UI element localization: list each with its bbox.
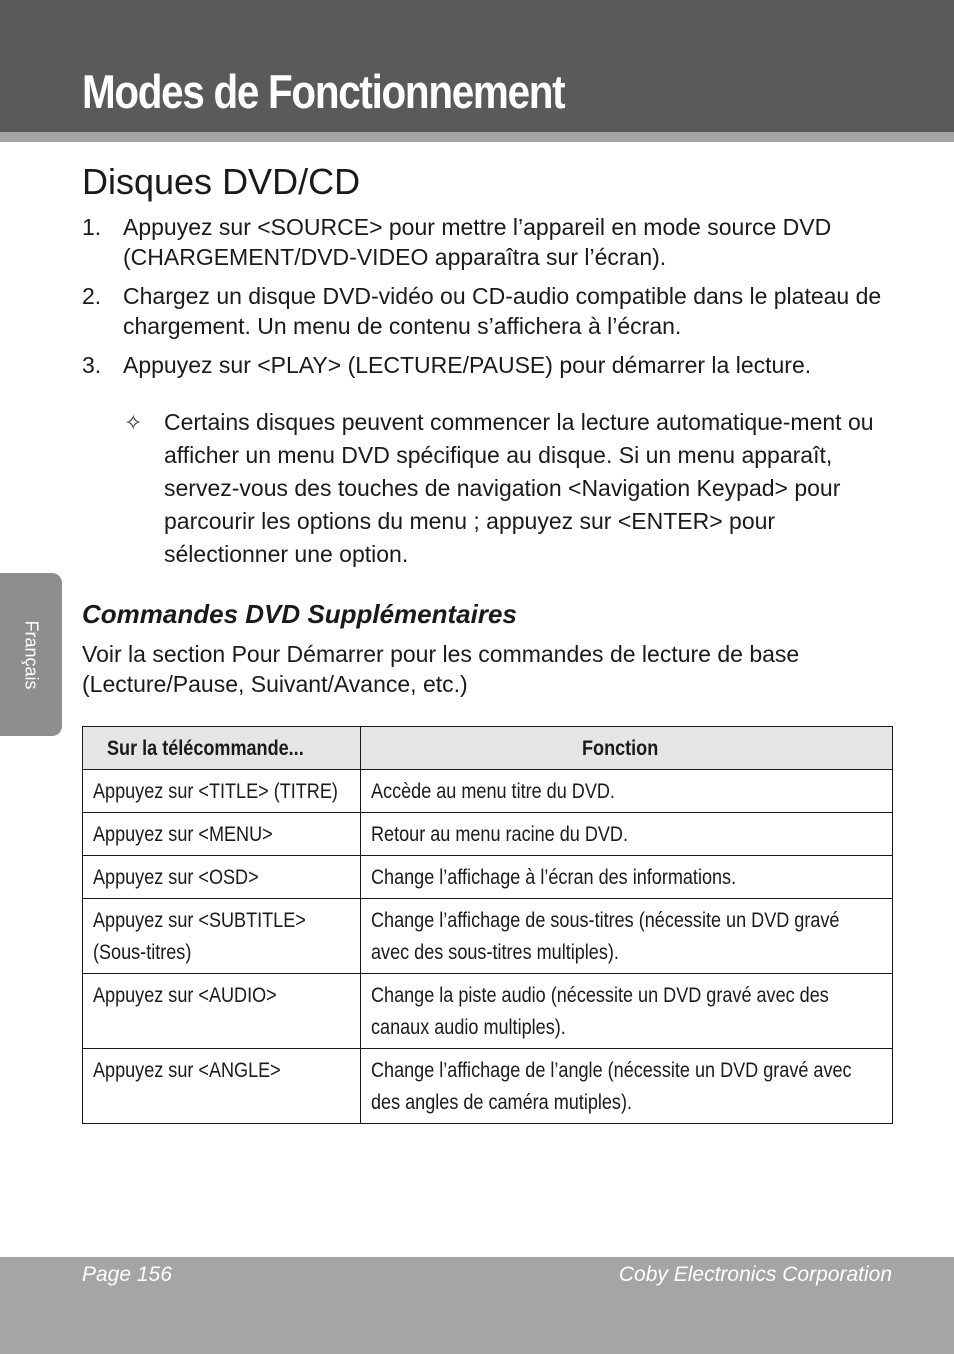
table-cell: Change l’affichage de l’angle (nécessite un DVD gravé avec des angles de caméra mutiples). <box>361 1049 893 1124</box>
table-cell: Retour au menu racine du DVD. <box>361 813 893 856</box>
column-header-remote: Sur la télécommande... <box>83 727 361 770</box>
table-cell: Appuyez sur <AUDIO> <box>83 974 361 1049</box>
header-divider <box>0 132 954 142</box>
table-cell: Change l’affichage à l’écran des informations. <box>361 856 893 899</box>
diamond-outline-icon: ✧ <box>124 410 143 435</box>
commands-table <box>82 726 893 1124</box>
step-number: 1. <box>82 214 102 240</box>
table-row <box>83 856 893 899</box>
table-row <box>83 770 893 813</box>
list-item <box>82 212 894 272</box>
steps-list <box>82 212 894 380</box>
table-cell: Appuyez sur <TITLE> (TITRE) <box>83 770 361 813</box>
language-tab <box>0 573 62 736</box>
table-cell: Appuyez sur <ANGLE> <box>83 1049 361 1124</box>
table-row <box>83 899 893 974</box>
table-cell: Accède au menu titre du DVD. <box>361 770 893 813</box>
step-text: Appuyez sur <PLAY> (LECTURE/PAUSE) pour démarrer la lecture. <box>123 352 812 378</box>
section-title: Disques DVD/CD <box>82 161 361 202</box>
table-cell: Change l’affichage de sous-titres (nécessite un DVD gravé avec des sous-titres multiples). <box>361 899 893 974</box>
step-number: 2. <box>82 283 102 309</box>
note-text: Certains disques peuvent commencer la lecture automatique-ment ou afficher un menu DVD spécifique au disque. Si un menu apparaît, servez-vous des touches de navigation <Navigation Keypad> pour parcourir les options du menu ; appuyez sur <ENTER> pour sélectionner une option. <box>164 409 874 567</box>
table-cell: Appuyez sur <OSD> <box>83 856 361 899</box>
page-number: Page 156 <box>82 1263 172 1286</box>
table-row <box>83 974 893 1049</box>
table-cell: Appuyez sur <SUBTITLE> (Sous-titres) <box>83 899 361 974</box>
list-item <box>82 350 894 380</box>
table-cell: Change la piste audio (nécessite un DVD gravé avec des canaux audio multiples). <box>361 974 893 1049</box>
subsection-title: Commandes DVD Supplémentaires <box>82 599 517 629</box>
table-row <box>83 1049 893 1124</box>
note-block <box>124 406 894 571</box>
subsection-intro: Voir la section Pour Démarrer pour les commandes de lecture de base (Lecture/Pause, Suivant/Avance, etc.) <box>82 641 800 697</box>
step-text: Appuyez sur <SOURCE> pour mettre l’appareil en mode source DVD (CHARGEMENT/DVD-VIDEO apparaîtra sur l’écran). <box>123 214 832 270</box>
company-name: Coby Electronics Corporation <box>618 1263 892 1286</box>
step-number: 3. <box>82 352 102 378</box>
table-row <box>83 813 893 856</box>
list-item <box>82 281 894 341</box>
language-tab-label: Français <box>21 620 42 690</box>
table-cell: Appuyez sur <MENU> <box>83 813 361 856</box>
table-header-row <box>83 727 893 770</box>
step-text: Chargez un disque DVD-vidéo ou CD-audio compatible dans le plateau de chargement. Un menu de contenu s’affichera à l’écran. <box>123 283 882 339</box>
main-content <box>82 158 894 699</box>
page-footer <box>0 1257 954 1354</box>
column-header-function: Fonction <box>361 727 893 770</box>
page-title: Modes de Fonctionnement <box>82 65 565 118</box>
page-header <box>0 0 954 132</box>
